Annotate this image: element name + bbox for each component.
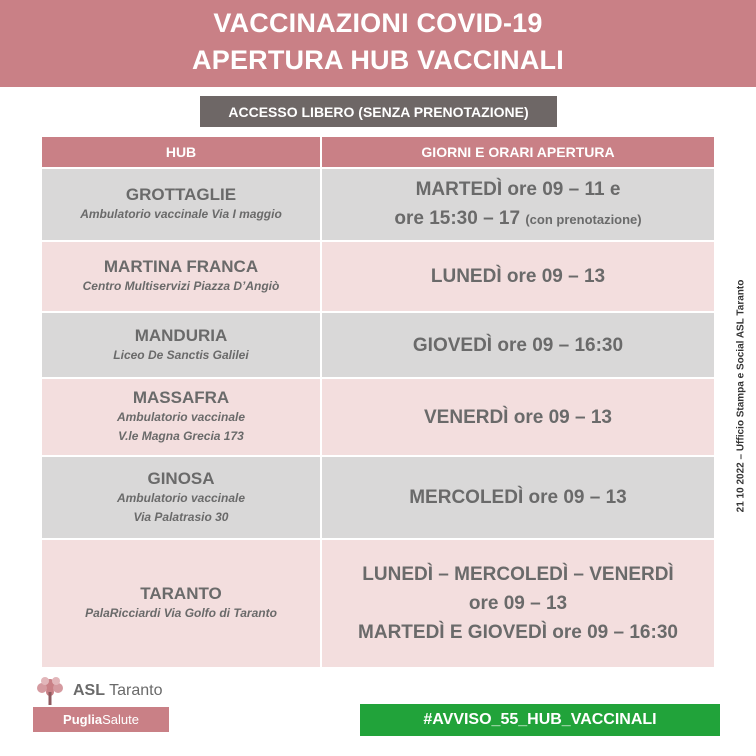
- schedule-cell-massafra: [322, 379, 714, 455]
- schedule-line: VENERDÌ ore 09 – 13: [424, 406, 612, 428]
- title-line-2: APERTURA HUB VACCINALI: [192, 45, 564, 75]
- hub-address: Ambulatorio vaccinale Via I maggio: [80, 207, 282, 221]
- hub-address: Liceo De Sanctis Galilei: [113, 347, 249, 362]
- schedule-line: LUNEDÌ – MERCOLEDÌ – VENERDÌ: [362, 564, 674, 585]
- schedule-cell-taranto: [322, 540, 714, 667]
- side-credit: 21 10 2022 – Ufficio Stampa e Social ASL Taranto: [735, 279, 747, 513]
- tree-icon: [33, 676, 67, 706]
- schedule-cell-ginosa: [322, 457, 714, 538]
- schedule-line: MERCOLEDÌ ore 09 – 13: [409, 487, 627, 508]
- schedule-line-with-note: [394, 204, 641, 234]
- schedule-line: MARTEDÌ E GIOVEDÌ ore 09 – 16:30: [358, 622, 678, 643]
- header-schedule: GIORNI E ORARI APERTURA: [322, 137, 714, 167]
- schedule-line: ore 15:30 – 17: [394, 208, 521, 229]
- hub-name: GROTTAGLIE: [125, 185, 237, 204]
- hub-name: MARTINA FRANCA: [103, 257, 259, 276]
- schedule-line: MARTEDÌ ore 09 – 11 e: [415, 179, 621, 200]
- schedule-cell-martina-franca: [322, 242, 714, 311]
- hub-name: MANDURIA: [134, 325, 228, 345]
- hub-address: V.le Magna Grecia 173: [118, 429, 244, 443]
- hub-cell-grottaglie: [42, 169, 320, 240]
- hub-address: Via Palatrasio 30: [133, 509, 229, 524]
- title-line-1: VACCINAZIONI COVID-19: [213, 8, 543, 38]
- schedule-cell-grottaglie: [322, 169, 714, 240]
- hub-name: MASSAFRA: [132, 388, 230, 407]
- hub-address: Ambulatorio vaccinale: [116, 410, 246, 424]
- schedule-line: ore 09 – 13: [468, 593, 568, 614]
- puglia-salute-badge: Puglia Salute: [33, 707, 169, 732]
- schedule-line: LUNEDÌ ore 09 – 13: [430, 266, 606, 287]
- hashtag-badge: #AVVISO_55_HUB_VACCINALI: [360, 704, 720, 736]
- hub-cell-manduria: [42, 313, 320, 377]
- access-label: ACCESSO LIBERO (SENZA PRENOTAZIONE): [200, 96, 557, 127]
- header-hub: HUB: [42, 137, 320, 167]
- schedule-note: (con prenotazione): [525, 212, 642, 227]
- hub-cell-martina-franca: [42, 242, 320, 311]
- asl-logo: [33, 676, 169, 734]
- hub-cell-massafra: [42, 379, 320, 455]
- hub-address: PalaRicciardi Via Golfo di Taranto: [85, 606, 277, 620]
- hub-cell-ginosa: [42, 457, 320, 538]
- schedule-line: GIOVEDÌ ore 09 – 16:30: [412, 334, 624, 356]
- asl-name: ASL Taranto: [73, 682, 163, 699]
- title-banner: [0, 0, 756, 87]
- hub-name: GINOSA: [147, 468, 215, 488]
- hub-cell-taranto: [42, 540, 320, 667]
- schedule-cell-manduria: [322, 313, 714, 377]
- hub-name: TARANTO: [140, 584, 222, 603]
- hub-address: Ambulatorio vaccinale: [116, 490, 246, 505]
- hub-address: Centro Multiservizi Piazza D’Angiò: [82, 279, 280, 293]
